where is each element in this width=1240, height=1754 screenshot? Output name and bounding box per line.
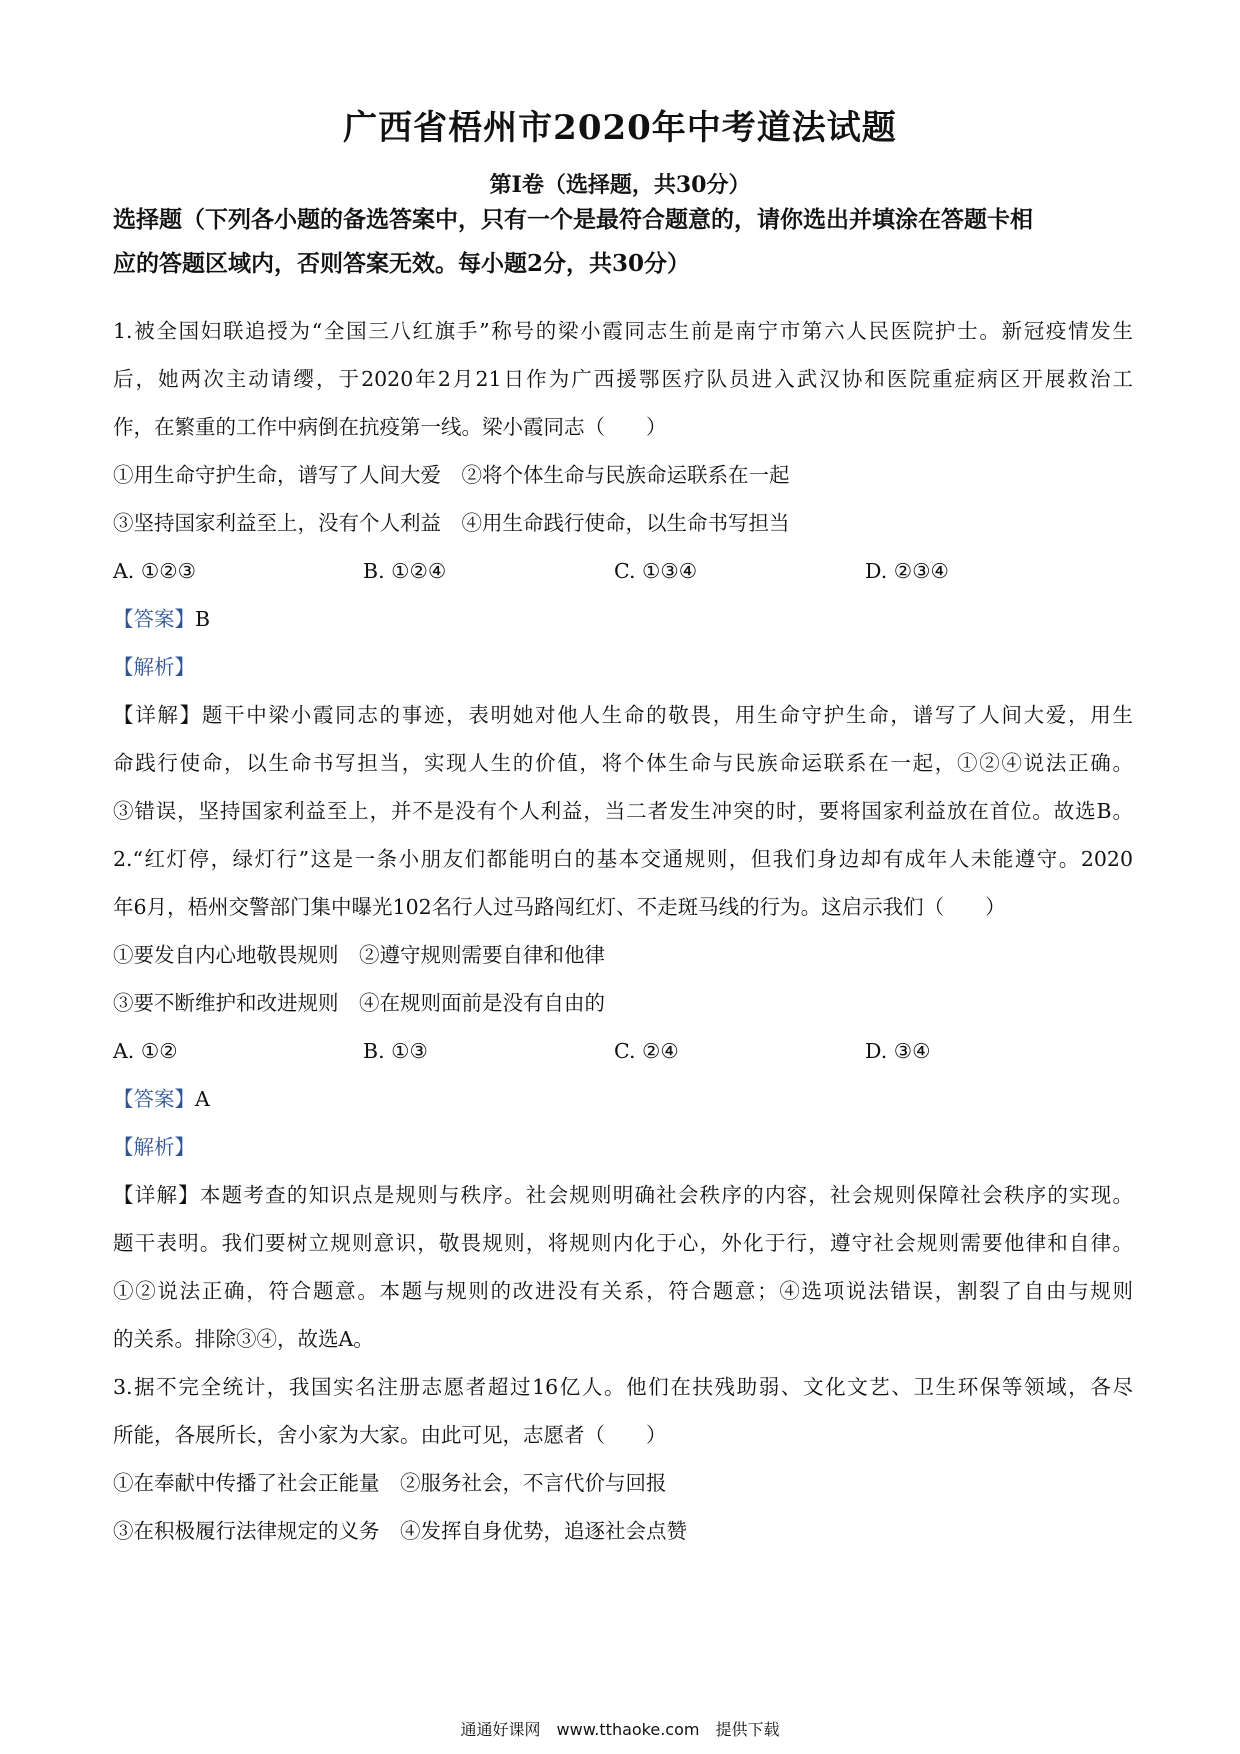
analysis-tag: 【解析】 (113, 1135, 195, 1159)
detail-tag: 【详解】 (113, 703, 202, 727)
q1-option-d: D. ②③④ (865, 559, 949, 583)
answer-value: A (195, 1087, 210, 1111)
q2-statement: ③要不断维护和改进规则 ④在规则面前是没有自由的 (113, 991, 605, 1015)
q2-option-a: A. ①② (113, 1039, 178, 1063)
q1-statement: ①用生命守护生命，谱写了人间大爱 ②将个体生命与民族命运联系在一起 (113, 463, 790, 487)
q1-stem-line: 后，她两次主动请缨，于2020年2月21日作为广西援鄂医疗队员进入武汉协和医院重症病区开展救治工 (113, 367, 1133, 391)
detail-tag: 【详解】 (113, 1183, 200, 1207)
q1-detail-line: 【详解】题干中梁小霞同志的事迹，表明她对他人生命的敬畏，用生命守护生命，谱写了人间大爱，用生 (113, 703, 1134, 727)
instructions-line-1: 选择题（下列各小题的备选答案中，只有一个是最符合题意的，请你选出并填涂在答题卡相 (113, 206, 1033, 233)
q1-stem-line: 作，在繁重的工作中病倒在抗疫第一线。梁小霞同志（ ） (113, 415, 667, 439)
q3-stem-line: 3.据不完全统计，我国实名注册志愿者超过16亿人。他们在扶残助弱、文化文艺、卫生环保等领域，各尽 (113, 1375, 1133, 1399)
q3-stem-line: 所能，各展所长，舍小家为大家。由此可见，志愿者（ ） (113, 1423, 667, 1447)
q3-statement: ③在积极履行法律规定的义务 ④发挥自身优势，追逐社会点赞 (113, 1519, 687, 1543)
answer-tag: 【答案】 (113, 607, 195, 631)
q1-stem-line: 1.被全国妇联追授为“全国三八红旗手”称号的梁小霞同志生前是南宁市第六人民医院护士。新冠疫情发生 (113, 319, 1133, 343)
q2-detail-line: 【详解】本题考查的知识点是规则与秩序。社会规则明确社会秩序的内容，社会规则保障社会秩序的实现。 (113, 1183, 1134, 1207)
q2-detail-line: 的关系。排除③④，故选A。 (113, 1327, 374, 1351)
q1-statement: ③坚持国家利益至上，没有个人利益 ④用生命践行使命，以生命书写担当 (113, 511, 790, 535)
instructions-line-2: 应的答题区域内，否则答案无效。每小题2分，共30分） (113, 250, 691, 277)
q2-stem-line: 2.“红灯停，绿灯行”这是一条小朋友们都能明白的基本交通规则，但我们身边却有成年人未能遵守。2020 (113, 847, 1133, 871)
q2-analysis (113, 1132, 1133, 1162)
q1-option-c: C. ①③④ (614, 559, 698, 583)
q1-option-a: A. ①②③ (113, 559, 196, 583)
q2-detail-line: ①②说法正确，符合题意。本题与规则的改进没有关系，符合题意；④选项说法错误，割裂了自由与规则 (113, 1279, 1133, 1303)
q1-option-b: B. ①②④ (363, 559, 447, 583)
q1-detail-line: 命践行使命，以生命书写担当，实现人生的价值，将个体生命与民族命运联系在一起，①②④说法正确。 (113, 751, 1133, 775)
analysis-tag: 【解析】 (113, 655, 195, 679)
answer-tag: 【答案】 (113, 1087, 195, 1111)
q2-stem-line: 年6月，梧州交警部门集中曝光102名行人过马路闯红灯、不走斑马线的行为。这启示我们（ ） (113, 895, 1006, 919)
answer-value: B (195, 607, 211, 631)
q1-analysis (113, 652, 1133, 682)
q2-detail-line: 题干表明。我们要树立规则意识，敬畏规则，将规则内化于心，外化于行，遵守社会规则需要他律和自律。 (113, 1231, 1133, 1255)
q2-answer (113, 1084, 1133, 1114)
q3-statement: ①在奉献中传播了社会正能量 ②服务社会，不言代价与回报 (113, 1471, 667, 1495)
q1-answer (113, 604, 1133, 634)
section-subtitle: 第Ⅰ卷（选择题，共30分） (489, 172, 751, 198)
page-title: 广西省梧州市2020年中考道法试题 (343, 108, 897, 148)
q2-option-b: B. ①③ (363, 1039, 428, 1063)
q2-option-c: C. ②④ (614, 1039, 679, 1063)
page-footer: 通通好课网 www.tthaoke.com 提供下载 (460, 1720, 780, 1739)
q2-option-d: D. ③④ (865, 1039, 931, 1063)
q2-statement: ①要发自内心地敬畏规则 ②遵守规则需要自律和他律 (113, 943, 605, 967)
q1-detail-line: ③错误，坚持国家利益至上，并不是没有个人利益，当二者发生冲突的时，要将国家利益放在首位。故选B。 (113, 799, 1133, 823)
